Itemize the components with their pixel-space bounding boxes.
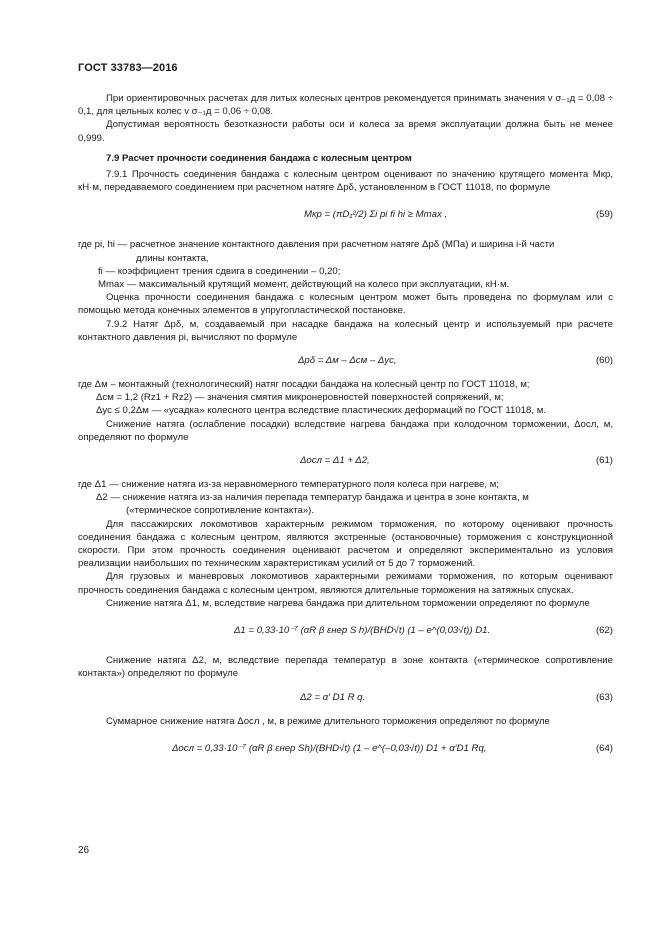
equation-60 [78,346,613,376]
paragraph: fi — коэффициент трения сдвига в соединении – 0,20; [98,265,341,277]
equation-59 [78,196,613,236]
page-number: 26 [78,845,90,856]
equation-number: (64) [595,742,613,754]
paragraph: Δ2 — снижение натяга из-за наличия перепада температур бандажа и центра в зоне контакта, м [96,492,529,504]
formula: Δосл = 0,33·10⁻⁷ (αR β εнер Sh)/(BHD√t) (1 – e^(–0,03√t)) D1 + α′D1 Rq, [172,742,487,754]
paragraph: Δус ≤ 0,2Δм — «усадка» колесного центра вследствие пластических деформаций по ГОСТ 11018, м. [96,405,546,417]
paragraph: 7.9.2 Натяг Δрδ, м, создаваемый при насадке бандажа на колесный центр и используемый при расчете контактного давления pi, вычисляют по формуле [78,318,613,343]
formula: Δ2 = α′ D1 R q. [300,691,366,703]
equation-64 [78,730,613,770]
paragraph: 7.9.1 Прочность соединения бандажа с колесным центром оценивают по значению крутящего момента Mкр, кН·м, передаваемого соединением при расчетном натяге Δрδ, установленном в ГОСТ 11018, по формуле [78,169,613,194]
equation-61 [78,446,613,476]
paragraph: где Δм – монтажный (технологический) натяг посадки бандажа на колесный центр по ГОСТ 11018, м; [78,379,530,391]
paragraph: Суммарное снижение натяга Δосл , м, в режиме длительного торможения определяют по формуле [106,715,550,727]
paragraph: Снижение натяга (ослабление посадки) вследствие нагрева бандажа при колодочном торможении, Δосл, м, определяют по формуле [78,418,613,443]
paragraph: где Δ1 — снижение натяга из-за неравномерного температурного поля колеса при нагреве, м; [78,479,499,491]
equation-number: (59) [595,209,613,221]
document-body [78,92,613,772]
paragraph: («термическое сопротивление контакта»). [126,505,315,517]
equation-number: (62) [595,625,613,637]
paragraph: Mmax — максимальный крутящий момент, действующий на колесо при эксплуатации, кН·м. [98,279,510,291]
equation-63 [78,683,613,713]
paragraph: Для грузовых и маневровых локомотивов характерными режимами торможения, по которым оценивают прочность соединения бандажа с колесным центром, являются длительные торможения на затяжных спусках. [78,571,613,596]
formula: Δ1 = 0,33·10⁻⁷ (αR β εнер S h)/(BHD√t) (1 – e^(0,03√t)) D1. [234,625,491,637]
paragraph: Оценка прочности соединения бандажа с колесным центром может быть проведена по формулам или с помощью метода конечных элементов в упругопластической постановке. [78,292,613,317]
paragraph: где pi, hi — расчетное значение контактного давления при расчетном натяге Δрδ (МПа) и ширина i-й части [78,239,555,251]
formula: Δрδ = Δм – Δсм – Δус, [298,355,397,367]
page-header: ГОСТ 33783—2016 [78,62,178,74]
equation-number: (63) [595,691,613,703]
paragraph: длины контакта, [136,252,209,264]
paragraph: При ориентировочных расчетах для литых колесных центров рекомендуется принимать значения v σ₋₁д = 0,08 ÷ 0,1, для цельных колес v σ₋₁д = 0,06 ÷ 0,08. [78,93,613,118]
equation-number: (60) [595,355,613,367]
paragraph: Снижение натяга Δ2, м, вследствие перепада температур в зоне контакта («термическое сопротивление контакта») определяют по формуле [78,655,613,680]
formula: Δосл = Δ1 + Δ2, [300,455,370,467]
equation-number: (61) [595,455,613,467]
section-heading: 7.9 Расчет прочности соединения бандажа с колесным центром [106,152,412,164]
paragraph: Допустимая вероятность безотказности работы оси и колеса за время эксплуатации должна быть не менее 0,999. [78,119,613,144]
paragraph: Δсм = 1,2 (Rz1 + Rz2) — значения смятия микронеровностей поверхностей сопряжений, м; [96,392,504,404]
formula: Mкр = (πD₁²/2) Σi pi fi hi ≥ Mmax , [304,209,448,221]
paragraph: Для пассажирских локомотивов характерным режимом торможения, по которому оценивают прочность соединения бандажа с колесным центром, являются экстренные (остановочные) торможения с конструкционной скорости. При этом прочность соединения оценивают расчетом и определяют экспериментально из условия реализации наибольших по техническим характеристикам усилий от 5 до 7 торможений. [78,518,613,570]
paragraph: Снижение натяга Δ1, м, вследствие нагрева бандажа при длительном торможении определяют по формуле [106,597,590,609]
equation-62 [78,612,613,652]
